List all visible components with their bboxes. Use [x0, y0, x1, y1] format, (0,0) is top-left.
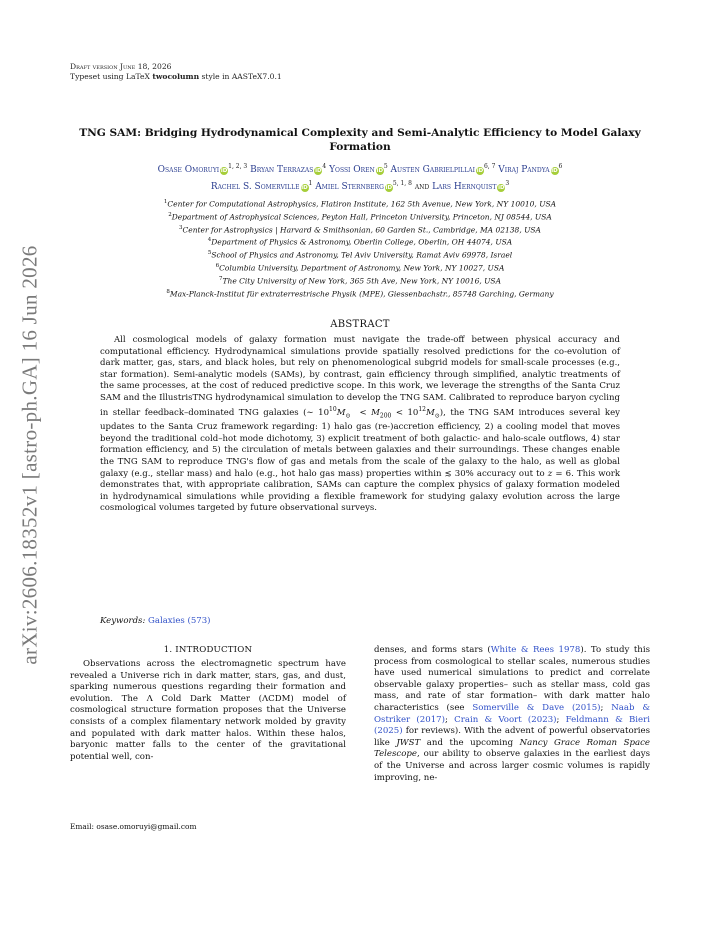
keywords-label: Keywords:: [100, 616, 146, 626]
citation-link[interactable]: Feldmann & Bieri (2025): [374, 714, 650, 737]
author-affiliation-marks: 5: [383, 163, 388, 170]
affiliation-line: $^6$Columbia University, Department of Astronomy, New York, NY 10027, USA: [215, 262, 505, 273]
citation-link[interactable]: White & Rees 1978: [490, 645, 581, 655]
author-affiliation-marks: 1, 2, 3: [228, 163, 248, 170]
affiliation-line: $^5$School of Physics and Astronomy, Tel Aviv University, Ramat Aviv 69978, Israel: [207, 250, 513, 260]
authors-and: and: [411, 182, 433, 192]
citation-link[interactable]: Naab & Ostriker (2017): [374, 702, 650, 725]
arxiv-identifier: arXiv:2606.18352v1 [astro-ph.GA] 16 Jun 2026: [17, 245, 42, 665]
author-name[interactable]: Viraj Pandya: [498, 165, 550, 175]
author-name[interactable]: Osase Omoruyi: [157, 165, 220, 175]
citation-link[interactable]: Somerville & Dave (2015): [472, 702, 601, 713]
affiliation-line: $^2$Department of Astrophysical Sciences, Peyton Hall, Princeton University, Princeton, NJ 08544, USA: [168, 211, 552, 222]
author-affiliation-marks: 6: [558, 163, 563, 170]
author-name[interactable]: Austen Gabrielpillai: [390, 165, 475, 175]
latex-logo: LaTeX: [125, 72, 150, 81]
author-affiliation-marks: 1: [308, 180, 313, 187]
affiliation-line: $^1$Center for Computational Astrophysics, Flatiron Institute, 162 5th Avenue, New York, NY 10010, USA: [163, 199, 557, 209]
draft-line: [70, 62, 172, 72]
abstract-body: All cosmological models of galaxy formation must navigate the trade-off between physical accuracy and computational efficiency. Hydrodynamical simulations provide spatially resolved predictions for the co-evolution of dark matter, gas, stars, and black holes, but rely on phenomenological subgrid models for small-scale processes (e.g., star formation). Semi-analytic models (SAMs), by contrast, gain efficiency through simplified, analytic treatments of the same processes, at the cost of reduced predictive scope. In this work, we leverage the strengths of the Santa Cruz SAM and the IllustrisTNG hydrodynamical simulation to develop the TNG SAM. Calibrated to reproduce baryon cycling in stellar feedback–dominated TNG galaxies (∼ $10^{10}M_⊙ < M_{200} < 10^{12}M_⊙$), the TNG SAM introduces several key updates to the Santa Cruz framework regarding: 1) halo gas (re-)accretion efficiency, 2) a cooling model that moves beyond the traditional cold–hot mode dichotomy, 3) explicit treatment of both galactic- and halo-scale outflows, 4) star formation efficiency, and 5) the circulation of metals between galaxies and their surroundings. These changes enable the TNG SAM to reproduce TNG's flow of gas and metals from the scale of the galaxy to the halo, as well as global galaxy (e.g., stellar mass) and halo (e.g., hot halo gas mass) properties within ≲ 30% accuracy out to z = 6. This work demonstrates that, with appropriate calibration, SAMs can capture the complex physics of galaxy formation modeled in hydrodynamical simulations while providing a flexible framework for studying galaxy evolution across the large cosmological volumes targeted by future observational surveys.: [100, 335, 621, 514]
abstract-heading: ABSTRACT: [330, 319, 390, 330]
author-affiliation-marks: 3: [505, 180, 510, 187]
author-name[interactable]: Amiel Sternberg: [315, 182, 384, 192]
section-heading-introduction: 1. INTRODUCTION: [163, 645, 253, 655]
draft-text: Draft version June 18, 2026: [70, 62, 172, 71]
orcid-icon[interactable]: iD: [376, 168, 384, 174]
orcid-icon[interactable]: iD: [498, 185, 505, 191]
mass-range: ∼ $10^{10}M_⊙ < M_{200} < 10^{12}M_⊙$: [306, 406, 440, 420]
author-affiliation-marks: 5, 1, 8: [392, 180, 412, 187]
orcid-icon[interactable]: iD: [385, 185, 393, 191]
corresponding-email: Email: osase.omoruyi@gmail.com: [70, 822, 197, 831]
intro-left-column: Observations across the electromagnetic spectrum have revealed a Universe rich in dark matter, stars, gas, and dust, sparking numerous questions regarding their formation and evolution. The Λ Cold Dark Matter (ΛCDM) model of cosmological structure formation proposes that the Universe consists of a complex filamentary network molded by gravity and populated with dark matter halos. Within these halos, baryonic matter falls to the center of the gravitational potential well, con-: [70, 659, 346, 762]
affiliation-list: [70, 197, 650, 299]
keyword-link[interactable]: Galaxies (573): [148, 616, 211, 626]
orcid-icon[interactable]: iD: [301, 185, 308, 191]
author-name[interactable]: Rachel S. Somerville: [210, 182, 300, 192]
orcid-icon[interactable]: iD: [220, 168, 228, 174]
author-name[interactable]: Yossi Oren: [329, 165, 375, 175]
affiliation-line: $^7$The City University of New York, 365 5th Ave, New York, NY 10016, USA: [219, 275, 501, 286]
author-name[interactable]: Lars Hernquist: [432, 182, 497, 192]
author-affiliation-marks: 6, 7: [483, 163, 496, 170]
paper-title: TNG SAM: Bridging Hydrodynamical Complexity and Semi-Analytic Efficiency to Model Galaxy Formation: [79, 127, 641, 153]
citation-link[interactable]: Crain & Voort (2023): [454, 714, 557, 725]
orcid-icon[interactable]: iD: [476, 168, 484, 174]
affiliation-line: $^4$Department of Physics & Astronomy, Oberlin College, Oberlin, OH 44074, USA: [207, 237, 513, 247]
author-affiliation-marks: 4: [322, 163, 327, 170]
intro-right-column: denses, and forms stars (White & Rees 1978). To study this process from cosmological to stellar scales, numerous studies have used numerical simulations to predict and correlate observable galaxy properties– such as stellar mass, cold gas mass, and rate of star formation– with dark matter halo characteristics (see Somerville & Dave (2015); Naab & Ostriker (2017); Crain & Voort (2023); Feldmann & Bieri (2025) for reviews). With the advent of powerful observatories like JWST and the upcoming Nancy Grace Roman Space Telescope, our ability to observe galaxies in the earliest days of the Universe and across larger cosmic volumes is rapidly improving, ne-: [374, 645, 651, 783]
affiliation-line: $^3$Center for Astrophysics | Harvard & Smithsonian, 60 Garden St., Cambridge, MA 02138, USA: [179, 224, 541, 235]
author-list: [70, 160, 650, 194]
arxiv-stamp: [10, 230, 50, 680]
typeset-line: Typeset using LaTeX twocolumn style in AASTeX7.0.1: [70, 72, 282, 81]
orcid-icon[interactable]: iD: [315, 168, 322, 174]
orcid-icon[interactable]: iD: [551, 168, 558, 174]
affiliation-line: $^8$Max-Planck-Institut für extraterrestrische Physik (MPE), Giessenbachstr., 85748 Garching, Germany: [166, 288, 554, 299]
keywords: [100, 616, 211, 626]
author-name[interactable]: Bryan Terrazas: [250, 165, 314, 175]
